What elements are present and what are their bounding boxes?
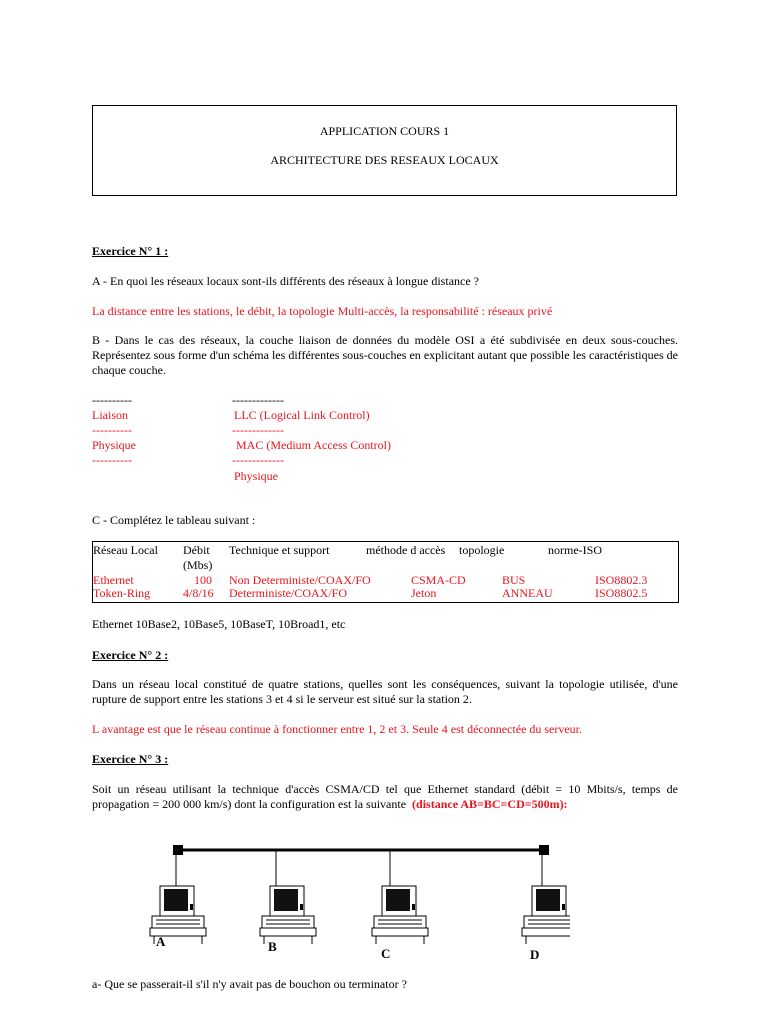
exercise-2-answer: L avantage est que le réseau continue à fonctionner entre 1, 2 et 3. Seule 4 est déconnectée du serveur. [92,722,583,736]
table-header-mbs: (Mbs) [183,558,213,572]
layer-physique-left: Physique [92,438,137,452]
exercise-2-heading: Exercice N° 2 : [92,648,169,662]
table-cell: ANNEAU [502,586,553,600]
exercise-2-question [92,677,678,707]
table-cell: Non Deterministe/COAX/FO [229,573,371,587]
station-label-c: C [381,946,391,961]
question-b [92,333,678,378]
networks-table [92,541,679,603]
question-c: C - Complétez le tableau suivant : [92,513,256,527]
computer-icon [260,886,316,944]
layer-dash-2: ------------- [232,393,284,407]
layer-dash-5: ---------- [92,453,132,467]
terminator-right [539,845,549,855]
table-cell: ISO8802.5 [595,586,648,600]
table-cell: ISO8802.3 [595,573,648,587]
question-a: A - En quoi les réseaux locaux sont-ils différents des réseaux à longue distance ? [92,274,479,288]
layer-dash-1: ---------- [92,393,132,407]
title-line-2: ARCHITECTURE DES RESEAUX LOCAUX [270,153,499,167]
table-header-methode: méthode d accès [366,543,446,557]
exercise-3-heading: Exercice N° 3 : [92,752,169,766]
layer-dash-3: ---------- [92,423,132,437]
exercise-3-question-a: a- Que se passerait-il s'il n'y avait pas de bouchon ou terminator ? [92,977,407,991]
table-cell: CSMA-CD [411,573,466,587]
table-header-network: Réseau Local [93,543,158,557]
layer-dash-4: ------------- [232,423,284,437]
station-label-d: D [530,947,540,962]
title-line-1: APPLICATION COURS 1 [319,124,450,138]
table-header-technique: Technique et support [229,543,330,557]
table-header-norme: norme-ISO [548,543,602,557]
distance-note: (distance AB=BC=CD=500m): [412,797,568,811]
table-header-topologie: topologie [459,543,505,557]
layer-mac: MAC (Medium Access Control) [236,438,391,452]
ethernet-note: Ethernet 10Base2, 10Base5, 10BaseT, 10Broad1, etc [92,617,346,631]
exercise-3-question-text: Soit un réseau utilisant la technique d'accès CSMA/CD tel que Ethernet standard (débit = 10 Mbits/s, temps de propagation = 200 000 km/s) dont la configuration est la suivante [92,782,678,811]
exercise-1-heading: Exercice N° 1 : [92,244,169,258]
computer-icon [522,886,570,944]
layer-llc: LLC (Logical Link Control) [234,408,370,422]
table-cell: Jeton [411,586,437,600]
answer-a: La distance entre les stations, le débit, la topologie Multi-accès, la responsabilité : réseaux privé [92,304,553,318]
question-b-text: B - Dans le cas des réseaux, la couche liaison de données du modèle OSI a été subdivisée en deux sous-couches. Représentez sous forme d'un schéma les différentes sous-couches en explicitant autant que possible les caractéristiques de chaque couche. [92,333,678,377]
layer-dash-6: ------------- [232,453,284,467]
table-cell: Token-Ring [93,586,151,600]
table-header-debit: Débit [183,543,210,557]
table-cell: 100 [194,573,212,587]
bus-network-diagram [140,838,570,968]
terminator-left [173,845,183,855]
table-cell: Deterministe/COAX/FO [229,586,347,600]
table-cell: Ethernet [93,573,134,587]
station-label-b: B [268,939,277,954]
exercise-2-question-text: Dans un réseau local constitué de quatre stations, quelles sont les conséquences, suivant la topologie utilisée, d'une rupture de support entre les stations 3 et 4 si le serveur est situé sur la station 2. [92,677,678,706]
computer-icon [372,886,428,944]
table-cell: 4/8/16 [183,586,214,600]
layer-physique-right: Physique [234,469,279,483]
station-label-a: A [156,934,166,949]
layer-liaison: Liaison [92,408,128,422]
exercise-3-question [92,782,678,812]
title-box [92,105,677,196]
table-cell: BUS [502,573,526,587]
